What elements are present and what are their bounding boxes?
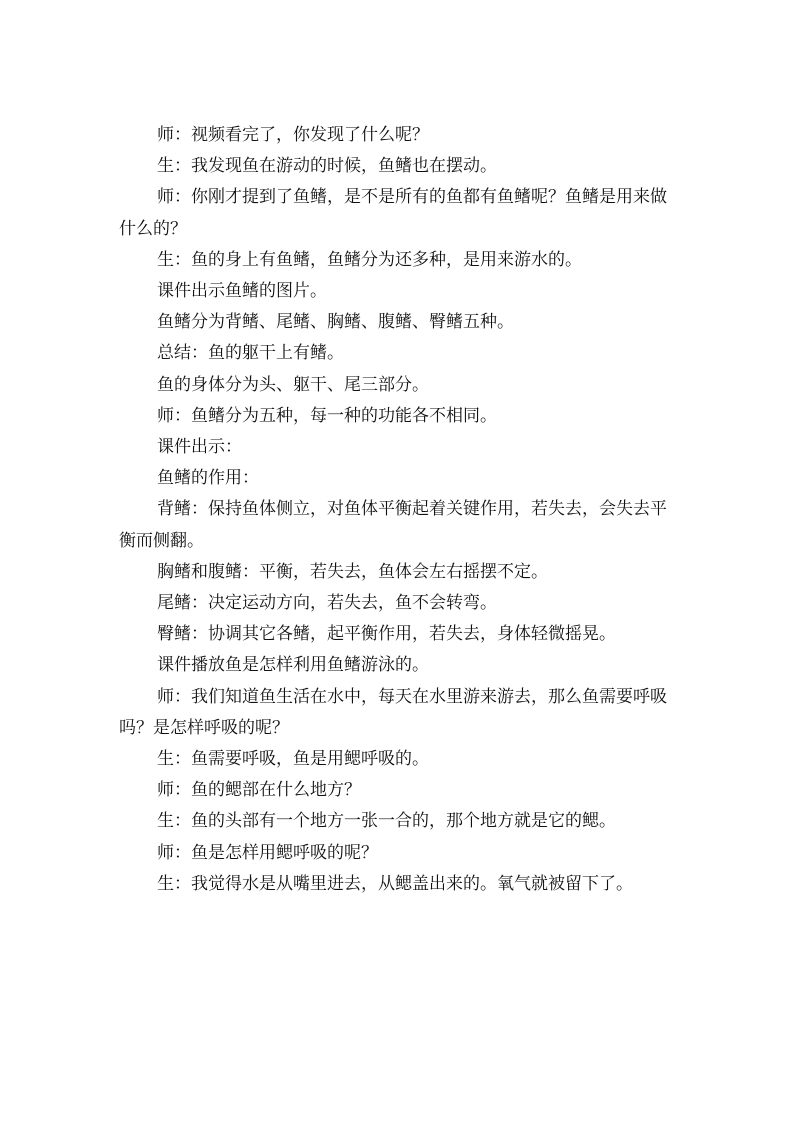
- paragraph: 师：鱼的鳃部在什么地方？: [157, 780, 361, 801]
- paragraph: 生：我发现鱼在游动的时候，鱼鳍也在摆动。: [157, 156, 497, 177]
- paragraph: 尾鳍：决定运动方向，若失去，鱼不会转弯。: [157, 593, 497, 614]
- paragraph: 生：我觉得水是从嘴里进去，从鳃盖出来的。氧气就被留下了。: [157, 873, 633, 894]
- paragraph: 胸鳍和腹鳍：平衡，若失去，鱼体会左右摇摆不定。: [157, 561, 548, 582]
- paragraph: 总结：鱼的躯干上有鳍。: [157, 343, 344, 364]
- paragraph: 生：鱼的头部有一个地方一张一合的，那个地方就是它的鳃。: [157, 811, 616, 832]
- paragraph: 鱼鳍分为背鳍、尾鳍、胸鳍、腹鳍、臀鳍五种。: [157, 312, 514, 333]
- paragraph: 鱼鳍的作用：: [157, 468, 259, 489]
- paragraph: 生：鱼的身上有鱼鳍，鱼鳍分为还多种，是用来游水的。: [157, 249, 582, 270]
- paragraph: 师：鱼是怎样用鳃呼吸的呢？: [157, 842, 378, 863]
- paragraph: 鱼的身体分为头、躯干、尾三部分。: [157, 374, 429, 395]
- paragraph: 生：鱼需要呼吸，鱼是用鳃呼吸的。: [157, 749, 429, 770]
- document-body: [119, 120, 679, 900]
- paragraph: 课件出示鱼鳍的图片。: [157, 281, 327, 302]
- paragraph: 背鳍：保持鱼体侧立，对鱼体平衡起着关键作用，若失去，会失去平衡而侧翻。: [119, 499, 667, 551]
- paragraph: 师：我们知道鱼生活在水中，每天在水里游来游去，那么鱼需要呼吸吗？是怎样呼吸的呢？: [119, 686, 667, 738]
- paragraph: 师：鱼鳍分为五种，每一种的功能各不相同。: [157, 405, 497, 426]
- paragraph: 臀鳍：协调其它各鳍，起平衡作用，若失去，身体轻微摇晃。: [157, 624, 616, 645]
- paragraph: 师：视频看完了，你发现了什么呢？: [157, 125, 429, 145]
- paragraph: 课件出示：: [157, 437, 242, 458]
- paragraph: 课件播放鱼是怎样利用鱼鳍游泳的。: [157, 655, 429, 676]
- paragraph: 师：你刚才提到了鱼鳍，是不是所有的鱼都有鱼鳍呢？鱼鳍是用来做什么的？: [119, 187, 667, 239]
